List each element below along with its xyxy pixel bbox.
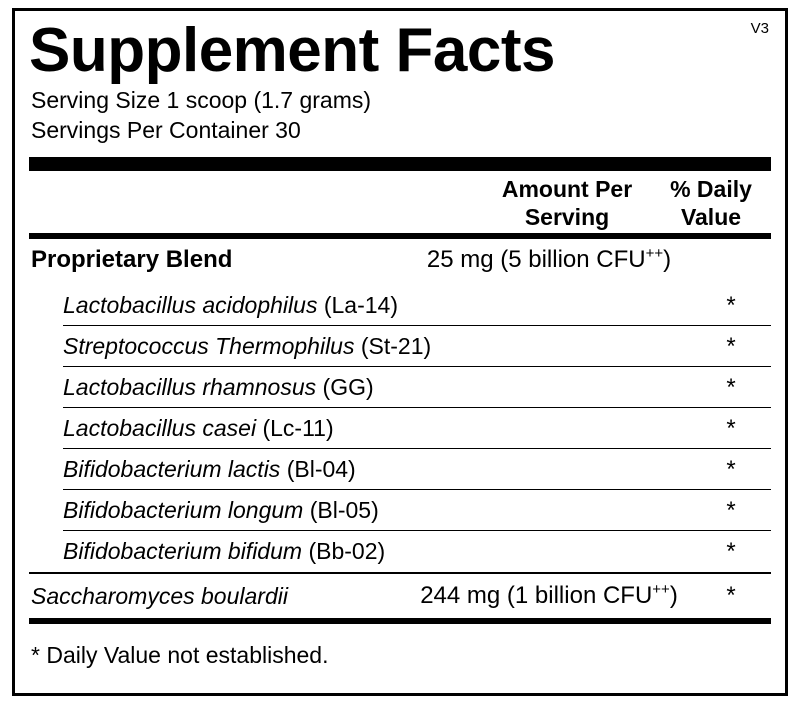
ingredient-name [63,372,374,402]
table-row [29,531,771,572]
ingredient-strain: (GG) [322,374,374,400]
ingredient-genus-species: Lactobacillus rhamnosus [63,374,317,400]
ingredient-daily-value: * [726,456,736,483]
proprietary-blend-label: Proprietary Blend [31,246,233,273]
divider-medium-bottom [29,618,771,624]
table-row [29,408,771,449]
daily-value-line1: % Daily [670,176,752,202]
page-title: Supplement Facts [29,16,555,85]
title-row [29,17,771,85]
ingredient-name [63,454,356,484]
daily-value-line2: Value [680,204,742,230]
ingredient-daily-value: * [726,333,736,360]
ingredient-strain: (St-21) [360,333,432,359]
serving-size-text: Serving Size 1 scoop (1.7 grams) [31,87,372,113]
ingredient-daily-value: * [726,292,736,319]
blend-amount-prefix: 25 mg (5 billion CFU [426,246,646,273]
ingredient-name [63,331,431,361]
ingredient-name [63,495,379,525]
secondary-ingredient-amount [359,581,739,611]
secondary-ingredient-daily-value: * [726,582,736,609]
amount-per-serving-line1: Amount Per [501,176,633,202]
ingredient-strain: (Bb-02) [308,538,386,564]
daily-value-header [651,175,771,231]
ingredient-genus-species: Streptococcus Thermophilus [63,333,355,359]
table-row [29,490,771,531]
title-version-superscript: V3 [750,20,769,37]
servings-per-container-text: Servings Per Container 30 [31,117,301,143]
ingredient-daily-value: * [726,538,736,565]
supplement-facts-panel [12,8,788,696]
ingredient-daily-value: * [726,374,736,401]
secondary-ingredient-row [29,574,771,618]
secondary-ingredient-name: Saccharomyces boulardii [31,583,288,609]
ingredient-genus-species: Bifidobacterium lactis [63,456,281,482]
table-row [29,449,771,490]
ingredient-name [63,536,385,566]
ingredient-strain: (La-14) [323,292,398,318]
table-row [29,367,771,408]
ingredient-genus-species: Bifidobacterium longum [63,497,304,523]
ingredient-name [63,290,398,320]
proprietary-blend-row [29,239,771,285]
secondary-amount-suffix: ) [669,582,678,609]
divider-thick-top [29,157,771,171]
column-headers [29,171,771,233]
table-row [29,326,771,367]
table-row [29,285,771,326]
footnote-text: * Daily Value not established. [31,642,329,668]
secondary-amount-superscript: ++ [652,581,670,598]
ingredient-strain: (Bl-04) [286,456,356,482]
ingredient-strain: (Bl-05) [309,497,379,523]
ingredient-strain: (Lc-11) [262,415,334,441]
amount-per-serving-line2: Serving [524,204,610,230]
blend-amount-suffix: ) [663,246,672,273]
ingredient-genus-species: Bifidobacterium bifidum [63,538,303,564]
ingredient-genus-species: Lactobacillus acidophilus [63,292,318,318]
blend-amount-superscript: ++ [645,245,664,262]
ingredient-daily-value: * [726,497,736,524]
ingredient-daily-value: * [726,415,736,442]
ingredient-genus-species: Lactobacillus casei [63,415,257,441]
secondary-amount-prefix: 244 mg (1 billion CFU [420,582,653,609]
ingredient-name [63,413,334,443]
proprietary-blend-amount [359,245,739,275]
